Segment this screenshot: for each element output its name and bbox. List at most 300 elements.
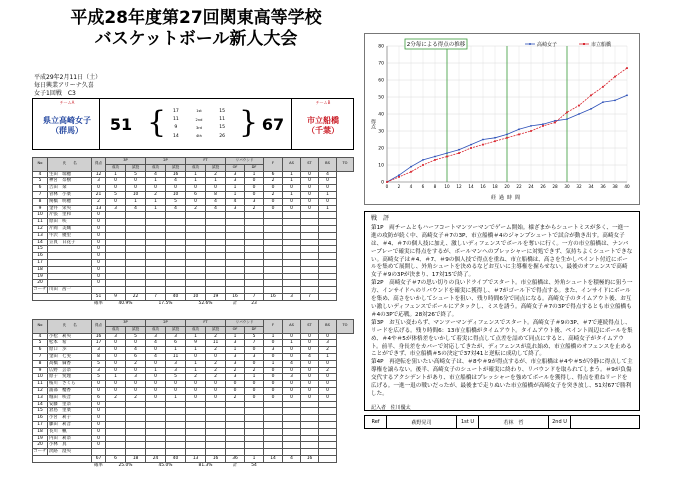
stat-cell (264, 428, 283, 435)
stats-subheader-cell: OF (226, 326, 245, 333)
player-row (33, 191, 354, 198)
stat-cell (245, 401, 264, 408)
stat-cell: 3 (92, 347, 106, 354)
stat-cell (126, 449, 146, 456)
stat-cell: 1 (186, 171, 206, 178)
x-tick-label: 4 (409, 184, 413, 189)
y-tick-label: 80 (378, 44, 384, 50)
stat-cell (186, 259, 206, 266)
player-name: 金井 栄央 (48, 205, 92, 212)
stat-cell (264, 401, 283, 408)
x-tick-label: 12 (456, 184, 462, 189)
stat-cell: 0 (301, 360, 319, 367)
data-point (626, 67, 628, 69)
stat-cell: 7 (245, 340, 264, 347)
team-b-name-text: 市立船橋 (307, 116, 339, 125)
stat-cell (166, 232, 186, 239)
player-row (33, 219, 354, 226)
player-name: 片張 里和 (48, 212, 92, 219)
stat-cell (126, 266, 146, 273)
stat-cell (106, 401, 126, 408)
stat-cell: 21 (92, 191, 106, 198)
legend-marker (529, 43, 531, 45)
total-blank (33, 455, 92, 462)
player-name: 菅林 小菜 (48, 191, 92, 198)
data-point (494, 137, 496, 139)
stat-cell: 1 (126, 198, 146, 205)
stats-header-cell: 3P (106, 158, 146, 165)
stat-cell: 0 (126, 367, 146, 374)
stats-subheader-cell: 試投 (126, 326, 146, 333)
total-cell: 9 (106, 293, 126, 300)
y-tick-label: 10 (378, 163, 384, 169)
total-cell: 16 (301, 455, 319, 462)
stat-cell: 0 (264, 387, 283, 394)
team-b-score: 67 (261, 115, 285, 134)
stat-cell (186, 225, 206, 232)
x-tick-label: 36 (600, 184, 606, 189)
stat-cell (206, 212, 226, 219)
stat-cell: 0 (106, 340, 126, 347)
total-cell: 40 (166, 293, 186, 300)
stats-header-cell: 2P (146, 320, 186, 327)
stat-cell: 0 (92, 381, 106, 388)
quarter-row (165, 107, 233, 115)
stat-cell (186, 219, 206, 226)
review-author-name: 佐川優太 (390, 404, 411, 411)
review-heading: 戦 評 (371, 215, 390, 222)
stat-cell (264, 287, 283, 294)
stat-cell: 0 (106, 367, 126, 374)
stat-cell: 0 (264, 353, 283, 360)
player-row (33, 428, 354, 435)
player-name: 小林 真 (48, 442, 92, 449)
stats-subheader-cell: DF (245, 164, 264, 171)
player-row (33, 280, 354, 287)
stat-cell (106, 287, 126, 294)
player-row (33, 401, 354, 408)
stat-cell (245, 442, 264, 449)
stat-cell: 0 (301, 347, 319, 354)
stat-cell: 1 (186, 333, 206, 340)
stat-cell (245, 246, 264, 253)
stat-cell (226, 442, 245, 449)
team-a-quarter-score: 11 (172, 117, 179, 123)
data-point (578, 113, 580, 115)
stat-cell: 3 (226, 171, 245, 178)
stat-cell: 0 (92, 219, 106, 226)
x-tick-label: 6 (421, 184, 425, 189)
player-row (33, 198, 354, 205)
stat-cell (226, 408, 245, 415)
quarter-label: 4th (195, 134, 202, 139)
player-name: 小松 莉央 (48, 333, 92, 340)
stat-cell: 0 (245, 360, 264, 367)
stat-cell (146, 287, 166, 294)
stat-cell: 0 (186, 198, 206, 205)
stat-cell: 3 (92, 178, 106, 185)
stat-cell (301, 408, 319, 415)
stat-cell: 1 (146, 198, 166, 205)
player-name (48, 253, 92, 260)
stat-cell: 0 (146, 387, 166, 394)
stat-cell: 4 (226, 198, 245, 205)
stat-cell: 6 (126, 353, 146, 360)
player-row (33, 253, 354, 260)
stat-cell (301, 253, 319, 260)
stat-cell: 6 (186, 191, 206, 198)
player-row (33, 239, 354, 246)
stat-cell: 0 (92, 185, 106, 192)
player-row (33, 374, 354, 381)
player-row (33, 415, 354, 422)
player-row (33, 273, 354, 280)
data-point (602, 86, 604, 88)
stat-cell (92, 287, 106, 294)
stat-cell (264, 415, 283, 422)
stat-cell: 0 (92, 401, 106, 408)
team-b-quarter-score: 26 (219, 133, 226, 139)
player-row (33, 353, 354, 360)
x-tick-label: 38 (612, 184, 618, 189)
player-number: 13 (33, 232, 48, 239)
stat-cell: 6 (166, 340, 186, 347)
stat-cell (146, 273, 166, 280)
stats-header-cell: AS (283, 320, 301, 334)
stat-cell (283, 239, 301, 246)
player-name: 関橋 明穂 (48, 198, 92, 205)
stat-cell (226, 273, 245, 280)
stat-cell (245, 449, 264, 456)
player-number: 18 (33, 266, 48, 273)
quarter-row (165, 124, 233, 132)
stat-cell (146, 428, 166, 435)
x-tick-label: 2 (397, 184, 401, 189)
data-point (494, 140, 496, 142)
stat-cell: 0 (92, 225, 106, 232)
review-author-label: 記入者 (371, 404, 387, 411)
stat-cell: 1 (319, 353, 337, 360)
stat-cell (245, 239, 264, 246)
stat-cell: 4 (146, 340, 166, 347)
legend-label: 高崎女子 (537, 41, 558, 48)
stat-cell (319, 408, 337, 415)
total-cell: 1 (245, 455, 264, 462)
stat-cell (245, 232, 264, 239)
stat-cell (264, 273, 283, 280)
stat-cell (264, 219, 283, 226)
stat-cell (146, 232, 166, 239)
data-point (518, 128, 520, 130)
stat-cell (206, 442, 226, 449)
stat-cell (146, 239, 166, 246)
stat-cell: 0 (106, 353, 126, 360)
stat-cell: 0 (92, 266, 106, 273)
stat-cell: 0 (283, 381, 301, 388)
stat-cell (301, 239, 319, 246)
stats-header-cell: No (33, 320, 48, 334)
player-row (33, 259, 354, 266)
player-row (33, 212, 354, 219)
stat-cell: 1 (264, 360, 283, 367)
stat-cell (319, 212, 337, 219)
player-name: 生田 瑞穂 (48, 171, 92, 178)
stat-cell: 5 (126, 333, 146, 340)
stat-cell: 5 (126, 171, 146, 178)
stat-cell: 0 (319, 198, 337, 205)
stat-cell (301, 259, 319, 266)
stat-cell (186, 273, 206, 280)
stat-cell (166, 435, 186, 442)
stat-cell: 0 (283, 333, 301, 340)
stat-cell: 1 (283, 340, 301, 347)
stat-cell: 16 (92, 333, 106, 340)
stat-cell: 0 (166, 381, 186, 388)
stat-cell (186, 266, 206, 273)
stat-cell: 4 (301, 353, 319, 360)
y-tick-label: 0 (381, 180, 384, 186)
stat-cell (146, 442, 166, 449)
player-name: 高橋 倫香 (48, 360, 92, 367)
pct-blank (264, 300, 337, 306)
stat-cell (146, 415, 166, 422)
total-cell: 18 (126, 455, 146, 462)
stat-cell (166, 259, 186, 266)
stat-cell: 1 (283, 178, 301, 185)
total-cell: 67 (92, 455, 106, 462)
player-name: 原田 咲 (48, 219, 92, 226)
stat-cell (206, 232, 226, 239)
stat-cell: 4 (146, 353, 166, 360)
stat-cell: 5 (92, 374, 106, 381)
stat-cell (186, 280, 206, 287)
stat-cell: 4 (283, 360, 301, 367)
chart-svg (365, 34, 639, 204)
stat-cell (283, 408, 301, 415)
stat-cell: 0 (301, 185, 319, 192)
stat-cell: 0 (146, 374, 166, 381)
player-name: 藤田 莉音 (48, 421, 92, 428)
umpire2-label: 2nd U (549, 416, 571, 428)
stat-cell: 5 (166, 198, 186, 205)
stat-cell (146, 259, 166, 266)
stat-cell (264, 442, 283, 449)
stat-cell: 4 (166, 178, 186, 185)
player-number: 16 (33, 415, 48, 422)
stat-cell: 0 (301, 387, 319, 394)
umpire2-name (571, 416, 641, 428)
stat-cell (106, 280, 126, 287)
stat-cell: 1 (166, 347, 186, 354)
data-point (566, 118, 568, 120)
player-number: 15 (33, 246, 48, 253)
stat-cell (245, 408, 264, 415)
total-cell: 6 (106, 455, 126, 462)
stat-cell: 1 (283, 171, 301, 178)
stat-cell: 0 (206, 185, 226, 192)
stat-cell: 3 (106, 333, 126, 340)
stat-cell (146, 212, 166, 219)
player-row (33, 435, 354, 442)
player-name (48, 246, 92, 253)
stats-subheader-cell: 成功 (146, 326, 166, 333)
stat-cell (186, 287, 206, 294)
stat-cell (106, 225, 126, 232)
stat-cell (186, 401, 206, 408)
stat-cell (126, 442, 146, 449)
player-number: 6 (33, 185, 48, 192)
percentage-row (33, 462, 354, 468)
stat-cell: 0 (301, 340, 319, 347)
stats-header-cell: 氏 名 (48, 320, 92, 334)
team-b-quarter-score: 11 (219, 117, 226, 123)
stat-cell: 0 (283, 185, 301, 192)
x-tick-label: 22 (516, 184, 522, 189)
stat-cell: 2 (206, 360, 226, 367)
stat-cell: 0 (92, 232, 106, 239)
stat-cell (126, 408, 146, 415)
player-number: 11 (33, 381, 48, 388)
stat-cell: 0 (283, 205, 301, 212)
ref-label: Ref (365, 416, 387, 428)
stat-cell (226, 401, 245, 408)
stat-cell (146, 266, 166, 273)
stat-cell: 0 (301, 191, 319, 198)
stat-cell: 0 (126, 185, 146, 192)
stat-cell (283, 253, 301, 260)
stat-cell (301, 246, 319, 253)
stat-cell (319, 232, 337, 239)
stat-cell: 3 (166, 360, 186, 367)
stat-cell: 0 (301, 333, 319, 340)
team-b-label: チームB (315, 100, 331, 105)
stat-cell: 2 (126, 360, 146, 367)
data-point (446, 156, 448, 158)
stat-cell (186, 239, 206, 246)
team-a-quarter-score: 14 (172, 133, 179, 139)
stat-cell (106, 232, 126, 239)
score-box (32, 98, 354, 150)
stats-subheader-cell: 試投 (126, 164, 146, 171)
total-cell: 14 (264, 455, 283, 462)
player-name: 内田 莉奈 (48, 435, 92, 442)
data-point (410, 171, 412, 173)
stat-cell: 2 (206, 367, 226, 374)
stat-cell (166, 401, 186, 408)
player-name: 片岡 美織 (48, 225, 92, 232)
stat-cell: 3 (126, 374, 146, 381)
data-point (470, 144, 472, 146)
stat-cell: 6 (92, 394, 106, 401)
stat-cell (146, 435, 166, 442)
player-name: 広野 芸奈 (48, 367, 92, 374)
stat-cell (166, 212, 186, 219)
stat-cell (226, 449, 245, 456)
stat-cell (283, 219, 301, 226)
stat-cell (126, 219, 146, 226)
stat-cell: 10 (126, 191, 146, 198)
stat-cell (264, 266, 283, 273)
stat-cell (245, 219, 264, 226)
stats-header-cell: 氏 名 (48, 158, 92, 172)
stat-cell: 0 (301, 374, 319, 381)
stat-cell (283, 415, 301, 422)
stat-cell: 0 (301, 205, 319, 212)
stat-cell (126, 232, 146, 239)
stat-cell: 0 (186, 387, 206, 394)
stat-cell (166, 428, 186, 435)
stat-cell (126, 401, 146, 408)
stat-cell: 0 (186, 185, 206, 192)
player-name: 堀田 咲音 (48, 394, 92, 401)
player-name: 小宮 莉子 (48, 415, 92, 422)
stat-cell (319, 273, 337, 280)
stat-cell (146, 253, 166, 260)
stat-cell: 0 (264, 185, 283, 192)
stat-cell (245, 421, 264, 428)
stat-cell: 0 (319, 333, 337, 340)
stat-cell (301, 232, 319, 239)
player-row (33, 394, 354, 401)
player-row (33, 442, 354, 449)
data-point (614, 100, 616, 102)
data-point (446, 152, 448, 154)
team-b-quarter-score: 15 (219, 108, 226, 114)
stat-cell (206, 435, 226, 442)
stat-cell (319, 287, 337, 294)
stat-cell: 3 (226, 178, 245, 185)
stat-cell (264, 253, 283, 260)
data-point (506, 134, 508, 136)
total-blank (319, 293, 337, 300)
stat-cell: 6 (264, 171, 283, 178)
player-row (33, 408, 354, 415)
stat-cell: 1 (226, 191, 245, 198)
player-name: 浦部 櫻香 (48, 387, 92, 394)
stat-cell (166, 219, 186, 226)
total-cell: 16 (264, 293, 283, 300)
x-tick-label: 8 (433, 184, 437, 189)
x-tick-label: 24 (528, 184, 534, 189)
team-a-quarter-score: 17 (172, 108, 179, 114)
stat-cell (166, 253, 186, 260)
player-number: 6 (33, 347, 48, 354)
stat-cell: 2 (106, 394, 126, 401)
stat-cell (319, 442, 337, 449)
data-point (554, 122, 556, 124)
total-cell: 3 (283, 293, 301, 300)
stat-cell (226, 280, 245, 287)
stat-cell: 0 (186, 353, 206, 360)
stat-cell (106, 219, 126, 226)
stat-cell: 4 (319, 171, 337, 178)
stat-cell (126, 225, 146, 232)
stat-cell: 0 (92, 415, 106, 422)
left-brace-icon: { (147, 105, 167, 140)
stat-cell (226, 253, 245, 260)
player-row (33, 287, 354, 294)
stat-cell (106, 428, 126, 435)
stat-cell: 1 (106, 374, 126, 381)
data-point (626, 94, 628, 96)
stats-subheader-cell: 成功 (186, 326, 206, 333)
stat-cell: 5 (92, 360, 106, 367)
stat-cell: 1 (186, 360, 206, 367)
team-a-score: 51 (109, 115, 133, 134)
player-number: 5 (33, 178, 48, 185)
stat-cell (245, 212, 264, 219)
stat-cell: 0 (301, 381, 319, 388)
